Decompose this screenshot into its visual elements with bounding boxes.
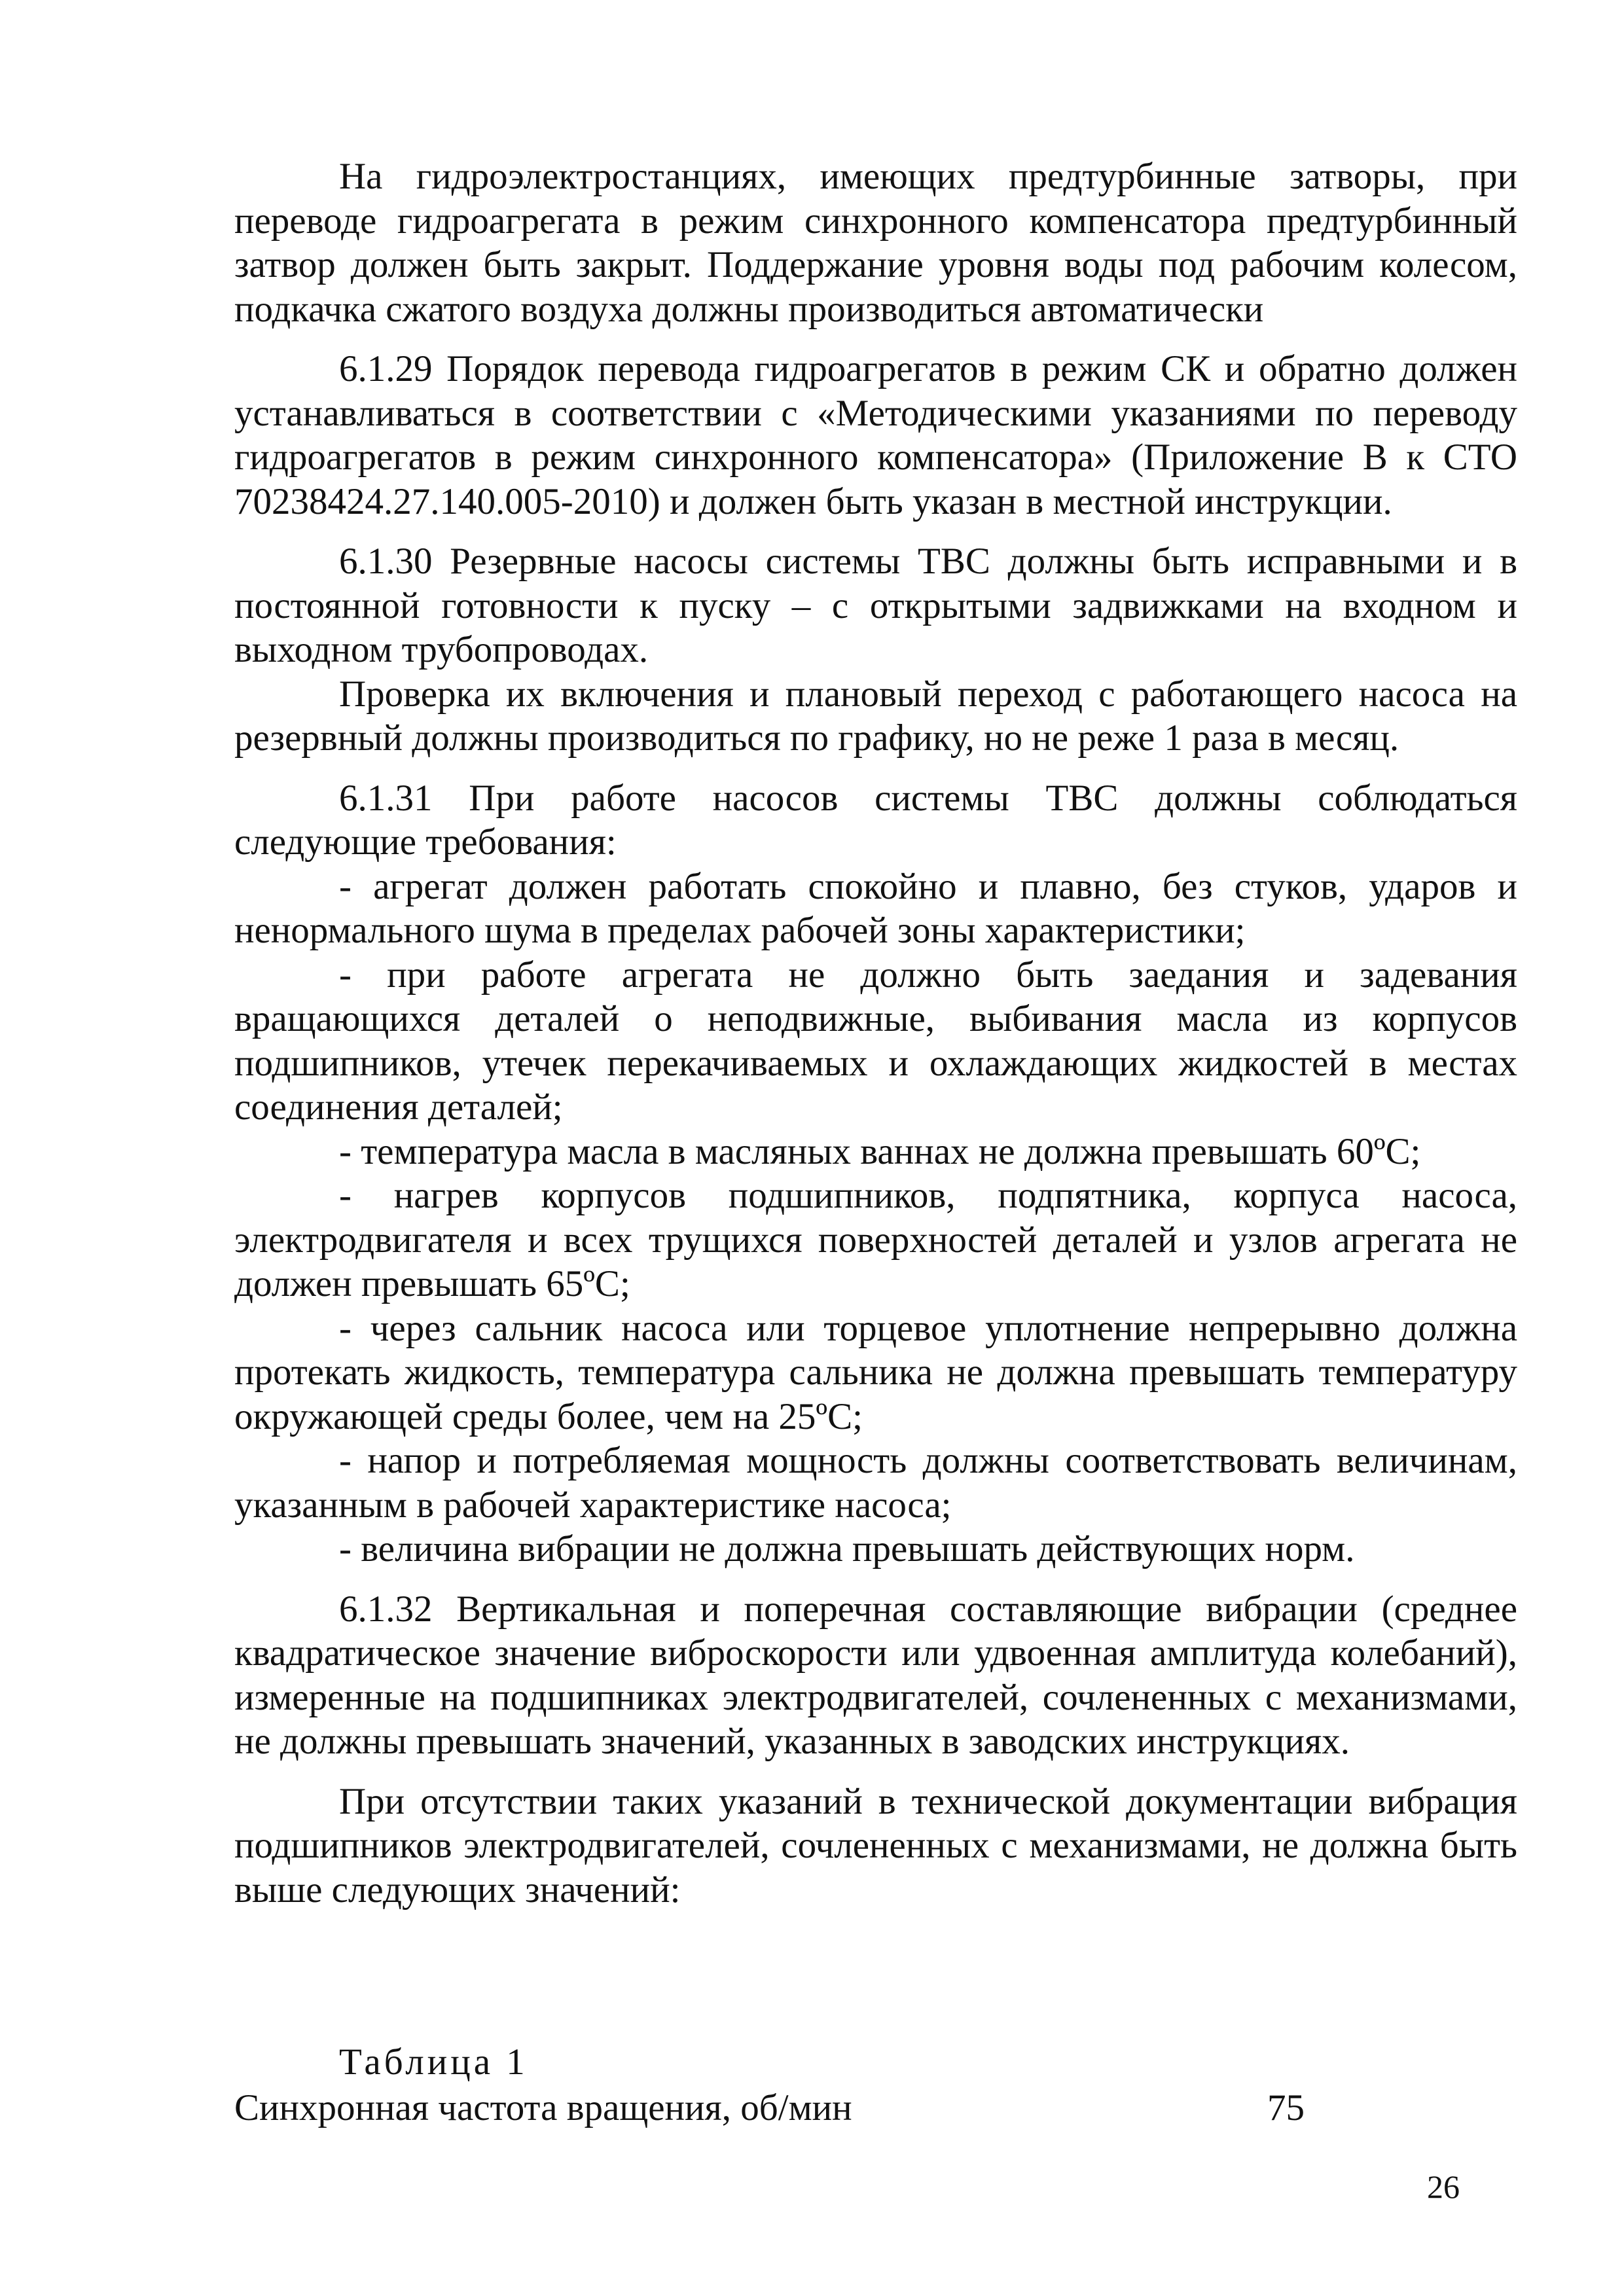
paragraph-vibration-limits: При отсутствии таких указаний в технической документации вибрация подшипников электродвигателей, сочлененных с механизмами, не должна быть выше следующих значений: <box>234 1780 1517 1910</box>
requirement-item: - нагрев корпусов подшипников, подпятника, корпуса насоса, электродвигателя и всех трущихся поверхностей деталей и узлов агрегата не должен превышать 65ºC; <box>234 1175 1517 1304</box>
table-row-label: Синхронная частота вращения, об/мин <box>234 2087 852 2128</box>
body-text <box>234 154 1517 1912</box>
requirement-item: - при работе агрегата не должно быть заедания и задевания вращающихся деталей о неподвижные, выбивания масла из корпусов подшипников, утечек перекачиваемых и охлаждающих жидкостей в местах соединения деталей; <box>234 954 1517 1128</box>
paragraph-6-1-30: 6.1.30 Резервные насосы системы ТВС должны быть исправными и в постоянной готовности к пуску – с открытыми задвижками на входном и выходном трубопроводах. <box>234 541 1517 670</box>
paragraph-6-1-32: 6.1.32 Вертикальная и поперечная составляющие вибрации (среднее квадратическое значение виброскорости или удвоенная амплитуда колебаний), измеренные на подшипниках электродвигателей, сочлененных с механизмами, не должны превышать значений, указанных в заводских инструкциях. <box>234 1588 1517 1762</box>
table-caption: Таблица 1 <box>339 2041 528 2083</box>
requirement-item: - агрегат должен работать спокойно и плавно, без стуков, ударов и ненормального шума в пределах рабочей зоны характеристики; <box>234 865 1517 951</box>
paragraph-pump-check: Проверка их включения и плановый переход с работающего насоса на резервный должны производиться по графику, но не реже 1 раза в месяц. <box>234 673 1517 759</box>
requirement-item: - температура масла в масляных ваннах не должна превышать 60ºC; <box>339 1130 1421 1172</box>
paragraph-hydro-gates: На гидроэлектростанциях, имеющих предтурбинные затворы, при переводе гидроагрегата в режим синхронного компенсатора предтурбинный затвор должен быть закрыт. Поддержание уровня воды под рабочим колесом, подкачка сжатого воздуха должны производиться автоматически <box>234 156 1517 330</box>
table-row-value: 75 <box>1267 2087 1305 2128</box>
table-row <box>234 2087 1314 2132</box>
requirement-item: - напор и потребляемая мощность должны соответствовать величинам, указанным в рабочей характеристике насоса; <box>234 1440 1517 1526</box>
requirement-item: - через сальник насоса или торцевое уплотнение непрерывно должна протекать жидкость, температура сальника не должна превышать температуру окружающей среды более, чем на 25ºC; <box>234 1307 1517 1437</box>
paragraph-6-1-31: 6.1.31 При работе насосов системы ТВС должны соблюдаться следующие требования: <box>234 777 1517 863</box>
page-number: 26 <box>1427 2168 1460 2205</box>
paragraph-6-1-29: 6.1.29 Порядок перевода гидроагрегатов в режим СК и обратно должен устанавливаться в соответствии с «Методическими указаниями по переводу гидроагрегатов в режим синхронного компенсатора» (Приложение В к СТО 70238424.27.140.005-2010) и должен быть указан в местной инструкции. <box>234 348 1517 522</box>
requirement-item: - величина вибрации не должна превышать действующих норм. <box>339 1528 1355 1570</box>
